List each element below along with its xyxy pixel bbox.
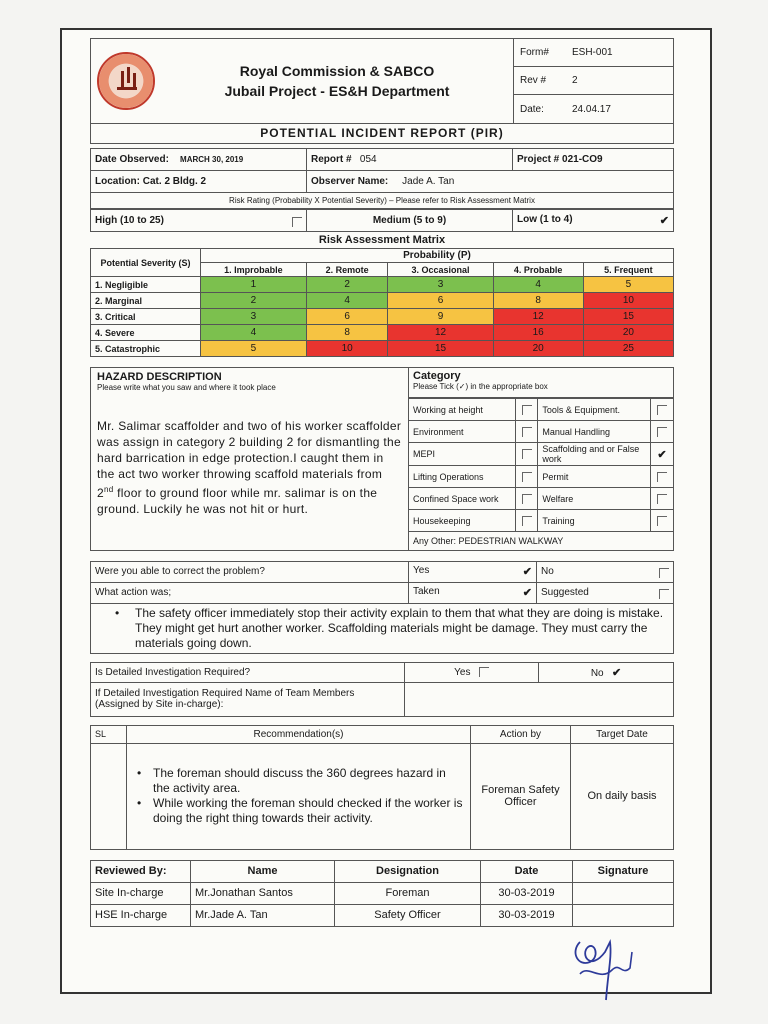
category-checkbox[interactable]: [522, 516, 532, 526]
category-checkbox-cell: [515, 399, 538, 421]
action-text-cell: [91, 603, 674, 653]
correction-no-label: No: [541, 565, 554, 577]
signature-cell: [573, 882, 674, 904]
category-label: Manual Handling: [538, 421, 651, 443]
rev-value: 2: [572, 75, 578, 86]
risk-high: [91, 210, 307, 232]
review-header: Reviewed By:: [91, 860, 191, 882]
recommendation-table: [90, 725, 674, 850]
category-checkbox[interactable]: [522, 427, 532, 437]
risk-matrix: [90, 248, 674, 357]
action-taken: [409, 582, 537, 603]
hazard-title: HAZARD DESCRIPTION: [97, 371, 222, 383]
review-cell: Site In-charge: [91, 882, 191, 904]
correction-table: [90, 561, 674, 654]
risk-medium-label: Medium (5 to 9): [307, 210, 513, 232]
matrix-cell: 20: [583, 325, 673, 341]
correction-yes-label: Yes: [413, 565, 430, 576]
category-label: Working at height: [409, 399, 515, 421]
category-checkbox-cell: [650, 488, 673, 510]
investigation-yes-checkbox[interactable]: [479, 667, 489, 677]
category-cell: [409, 368, 674, 551]
recommendation-list-cell: [127, 743, 471, 849]
report-number-cell: [307, 149, 513, 171]
category-checkbox-cell: [515, 510, 538, 532]
matrix-cell: 6: [388, 293, 493, 309]
review-header: Name: [191, 860, 335, 882]
taken-check-icon[interactable]: ✔: [522, 587, 532, 599]
risk-rating-table: [90, 209, 674, 232]
matrix-cell: 25: [583, 341, 673, 357]
probability-col-2: 2. Remote: [306, 263, 388, 277]
correction-no: [537, 561, 674, 582]
review-cell: Mr.Jonathan Santos: [191, 882, 335, 904]
recommendation-list: [133, 766, 464, 826]
category-table: [409, 398, 673, 550]
date-observed-cell: [91, 149, 307, 171]
review-cell: Mr.Jade A. Tan: [191, 904, 335, 926]
org-line-1: Royal Commission & SABCO: [239, 63, 435, 79]
category-subtitle: Please Tick (✓) in the appropriate box: [413, 382, 548, 391]
category-label: Scaffolding and or False work: [538, 443, 651, 466]
observer-cell: [307, 171, 674, 193]
observer-label: Observer Name:: [311, 176, 389, 187]
info-table: [90, 148, 674, 209]
suggested-checkbox[interactable]: [659, 589, 669, 599]
yes-check-icon[interactable]: ✔: [522, 566, 532, 578]
matrix-cell: 5: [583, 277, 673, 293]
matrix-cell: 12: [493, 309, 583, 325]
target-date-header: Target Date: [571, 725, 674, 743]
report-number-label: Report #: [311, 154, 352, 165]
matrix-cell: 5: [201, 341, 307, 357]
investigation-yes: [405, 662, 539, 682]
date-value: 24.04.17: [572, 103, 611, 115]
investigation-no: [539, 662, 674, 682]
category-label: Confined Space work: [409, 488, 515, 510]
category-checkbox-cell: [515, 421, 538, 443]
risk-low-label: Low (1 to 4): [517, 214, 573, 225]
severity-row-label: 3. Critical: [91, 309, 201, 325]
matrix-title: Risk Assessment Matrix: [318, 234, 446, 246]
investigation-team-value[interactable]: [405, 682, 674, 716]
action-suggested: [537, 582, 674, 603]
category-checkbox[interactable]: [657, 494, 667, 504]
probability-col-5: 5. Frequent: [583, 263, 673, 277]
severity-row-label: 1. Negligible: [91, 277, 201, 293]
category-label: MEPI: [409, 443, 515, 466]
recommendation-item: • The foreman should discuss the 360 degrees hazard in the activity area.: [133, 766, 464, 796]
report-title: POTENTIAL INCIDENT REPORT (PIR): [90, 124, 674, 144]
matrix-cell: 4: [493, 277, 583, 293]
matrix-cell: 6: [306, 309, 388, 325]
review-header: Designation: [335, 860, 481, 882]
investigation-no-check-icon[interactable]: ✔: [611, 666, 622, 679]
action-suggested-label: Suggested: [541, 586, 589, 598]
category-checkbox-cell: [650, 510, 673, 532]
recommendation-item: • While working the foreman should checked if the worker is doing the right thing towards their activity.: [133, 796, 464, 826]
category-checkbox-cell: [515, 488, 538, 510]
rev-label: Rev #: [520, 75, 547, 86]
risk-note: Risk Rating (Probability X Potential Severity) – Please refer to Risk Assessment Matrix: [91, 193, 674, 209]
investigation-no-label: No: [590, 667, 604, 679]
matrix-cell: 3: [201, 309, 307, 325]
category-label: Environment: [409, 421, 515, 443]
investigation-question: Is Detailed Investigation Required?: [91, 662, 405, 682]
form-info: [513, 39, 673, 123]
form-label: Form#: [520, 47, 549, 58]
action-by-value: Foreman Safety Officer: [471, 743, 571, 849]
probability-col-3: 3. Occasional: [388, 263, 493, 277]
report-page: [60, 28, 712, 994]
investigation-team-label: If Detailed Investigation Required Name of Team Members (Assigned by Site in-charge):: [91, 682, 405, 716]
matrix-cell: 4: [306, 293, 388, 309]
category-checkbox-cell: [515, 443, 538, 466]
category-title: Category: [413, 370, 461, 382]
matrix-cell: 15: [388, 341, 493, 357]
review-row: [91, 882, 674, 904]
investigation-table: [90, 662, 674, 717]
logo-area: [91, 39, 161, 123]
org-title: [161, 39, 513, 123]
signature-image: [560, 912, 650, 1002]
category-checkbox-cell: [650, 399, 673, 421]
hazard-description: [97, 418, 402, 517]
matrix-cell: 1: [201, 277, 307, 293]
category-checkbox[interactable]: [657, 405, 667, 415]
matrix-cell: 4: [201, 325, 307, 341]
project-number: Project # 021-CO9: [513, 149, 674, 171]
high-checkbox[interactable]: [292, 217, 302, 227]
date-observed-label: Date Observed:: [95, 154, 169, 165]
risk-high-label: High (10 to 25): [95, 214, 164, 226]
category-checkbox[interactable]: [657, 516, 667, 526]
bullet-icon: •: [115, 605, 120, 620]
target-date-value: On daily basis: [571, 743, 674, 849]
category-checkbox[interactable]: [522, 494, 532, 504]
category-label: Permit: [538, 466, 651, 488]
review-header: Date: [481, 860, 573, 882]
severity-header: Potential Severity (S): [91, 249, 201, 277]
probability-header: Probability (P): [201, 249, 674, 263]
royal-commission-logo: [97, 52, 155, 110]
review-cell: 30-03-2019: [481, 882, 573, 904]
no-checkbox[interactable]: [659, 568, 669, 578]
category-label: Welfare: [538, 488, 651, 510]
review-cell: Safety Officer: [335, 904, 481, 926]
hazard-section: [90, 367, 674, 551]
action-taken-label: Taken: [413, 586, 440, 597]
matrix-cell: 2: [201, 293, 307, 309]
action-question: What action was;: [91, 582, 409, 603]
category-label: Lifting Operations: [409, 466, 515, 488]
category-label: Training: [538, 510, 651, 532]
recommendation-header: Recommendation(s): [127, 725, 471, 743]
matrix-cell: 2: [306, 277, 388, 293]
severity-row-label: 2. Marginal: [91, 293, 201, 309]
category-checkbox-cell: [650, 443, 673, 466]
date-observed-value: MARCH 30, 2019: [180, 155, 244, 164]
observer-value: Jade A. Tan: [402, 176, 455, 187]
hazard-text-2: floor to ground floor while mr. salimar is on the ground. Luckily he was not hit or hurt.: [97, 486, 378, 516]
probability-col-1: 1. Improbable: [201, 263, 307, 277]
report-header: [90, 38, 674, 124]
review-header: Signature: [573, 860, 674, 882]
matrix-cell: 8: [306, 325, 388, 341]
category-label: Tools & Equipment.: [538, 399, 651, 421]
risk-low: [513, 210, 674, 232]
hazard-text-1: Mr. Salimar scaffolder and two of his worker scaffolder was assign in category 2 building 2 for dismantling the hard barrication in edge protection.I caught them in the act two worker throwing scaffold materials from 2: [97, 419, 402, 500]
category-checkbox[interactable]: [522, 472, 532, 482]
review-cell: 30-03-2019: [481, 904, 573, 926]
org-line-2: Jubail Project - ES&H Department: [224, 83, 450, 99]
hazard-cell: [91, 368, 409, 551]
hazard-sup: nd: [103, 485, 114, 494]
correction-yes: [409, 561, 537, 582]
probability-col-4: 4. Probable: [493, 263, 583, 277]
matrix-cell: 15: [583, 309, 673, 325]
investigation-yes-label: Yes: [454, 666, 471, 678]
hazard-subtitle: Please write what you saw and where it took place: [97, 383, 276, 392]
correction-question: Were you able to correct the problem?: [91, 561, 409, 582]
form-value: ESH-001: [572, 47, 613, 58]
category-checkbox[interactable]: [657, 427, 667, 437]
action-by-header: Action by: [471, 725, 571, 743]
matrix-cell: 10: [583, 293, 673, 309]
category-checkbox-cell: [650, 421, 673, 443]
matrix-cell: 9: [388, 309, 493, 325]
category-checkbox[interactable]: [657, 472, 667, 482]
location: Location: Cat. 2 Bldg. 2: [91, 171, 307, 193]
category-checkbox[interactable]: [522, 449, 532, 459]
category-checkbox-cell: [515, 466, 538, 488]
category-header: [409, 368, 673, 398]
category-label: Housekeeping: [409, 510, 515, 532]
matrix-cell: 12: [388, 325, 493, 341]
category-other: Any Other: PEDESTRIAN WALKWAY: [409, 532, 673, 550]
matrix-cell: 8: [493, 293, 583, 309]
action-text: The safety officer immediately stop their activity explain to them that what they are doing is mistake. They might get hurt another worker. Scaffolding materials might be damage. They must carry the materials going down.: [135, 605, 664, 650]
sl-value: [91, 743, 127, 849]
matrix-cell: 10: [306, 341, 388, 357]
matrix-cell: 3: [388, 277, 493, 293]
category-checkbox[interactable]: [522, 405, 532, 415]
category-checked-icon[interactable]: ✔: [657, 448, 667, 461]
review-cell: Foreman: [335, 882, 481, 904]
matrix-cell: 20: [493, 341, 583, 357]
sl-header: SL: [91, 725, 127, 743]
category-checkbox-cell: [650, 466, 673, 488]
low-checkbox-checked[interactable]: ✔: [659, 215, 669, 227]
matrix-cell: 16: [493, 325, 583, 341]
severity-row-label: 4. Severe: [91, 325, 201, 341]
severity-row-label: 5. Catastrophic: [91, 341, 201, 357]
date-label: Date:: [520, 103, 544, 115]
report-number-value: 054: [359, 154, 377, 165]
review-cell: HSE In-charge: [91, 904, 191, 926]
